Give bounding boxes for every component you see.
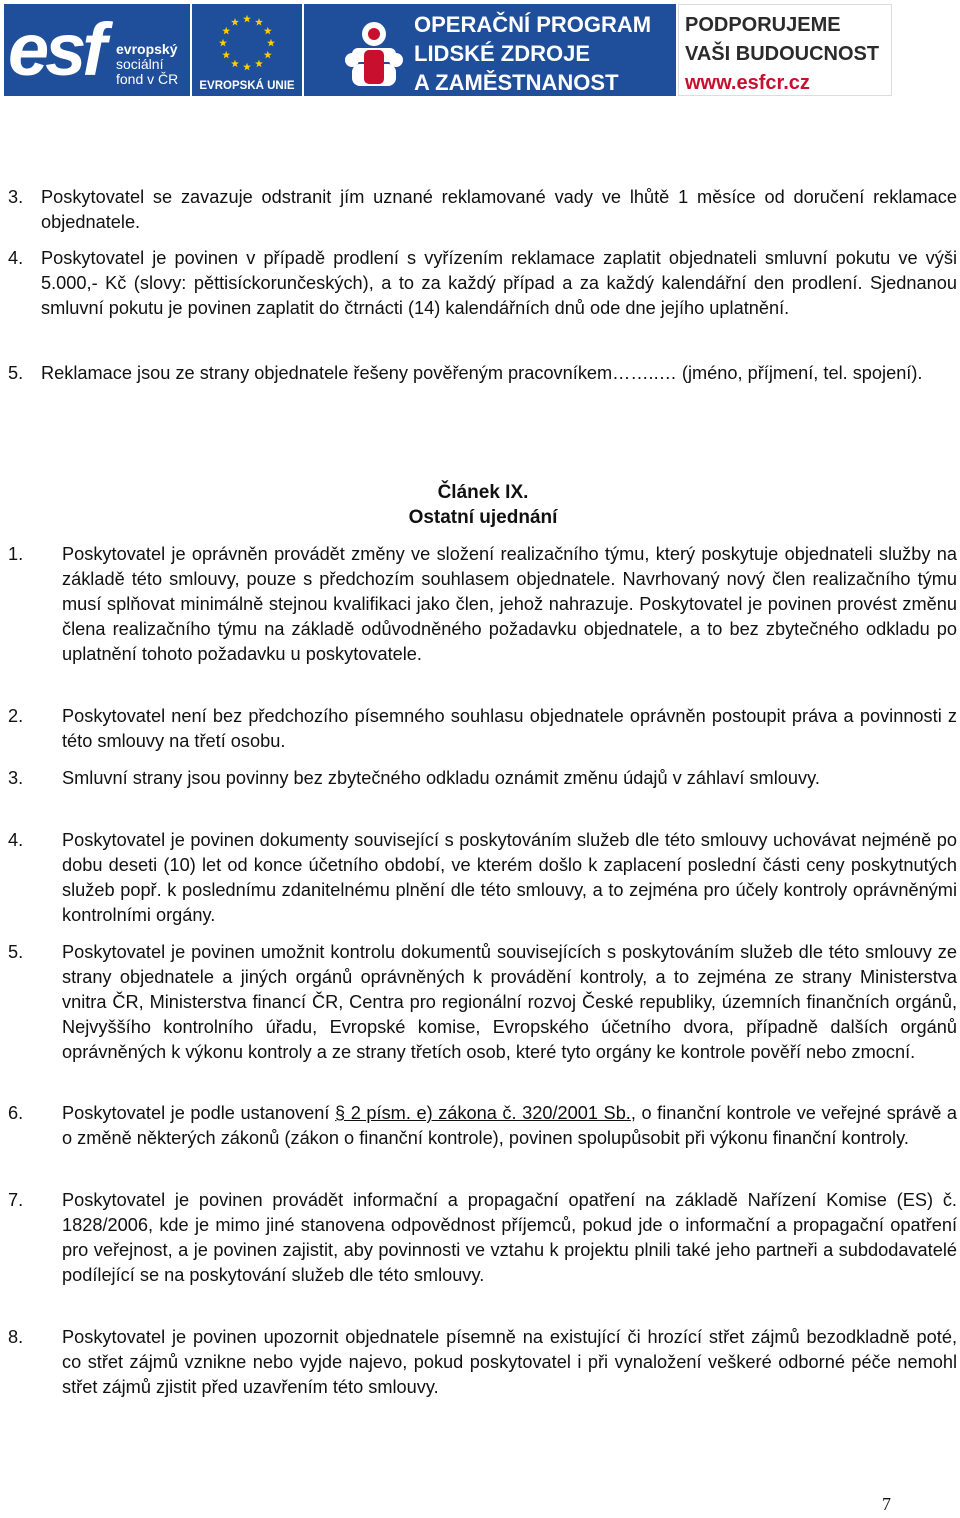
paragraph-text: , o finanční kontrole ve veřejné správě a o změně některých zákonů (zákon o finanční kontrole), povinen spolupůsobit při výkonu finanční kontroly. [62,1103,957,1148]
paragraph: Poskytovatel je povinen provádět informační a propagační opatření na základě Nařízení Komise (ES) č. 1828/2006, kde je mimo jiné stanovena odpovědnost příjemců, pokud jde o informační a propagační opatření pro veřejnost, a je povinen zajistit, aby povinnosti ve vztahu k projektu plnili také jeho partneři a subdodavatelé podílející se na poskytování služeb dle této smlouvy. [62,1190,957,1285]
support-url: www.esfcr.cz [685,72,810,94]
esf-logo [4,4,190,96]
item-number: 2. [8,706,24,726]
law-reference-link[interactable]: § 2 písm. e) zákona č. 320/2001 Sb. [335,1103,631,1123]
item-number: 5. [8,942,24,962]
article-subtitle: Ostatní ujednání [408,507,558,528]
paragraph: Smluvní strany jsou povinny bez zbytečného odkladu oznámit změnu údajů v záhlaví smlouvy. [62,768,820,788]
paragraph: Poskytovatel je povinen v případě prodlení s vyřízením reklamace zaplatit objednateli smluvní pokutu ve výši 5.000,- Kč (slovy: pěttisíckorunčeských), a to za každý případ a za každý kalendářní den prodlení. Sjednanou smluvní pokutu je povinen zaplatit do čtrnácti (14) kalendářních dnů ode dne jejího uplatnění. [41,248,957,318]
item-number: 7. [8,1190,24,1210]
oplz-people-icon [334,12,414,92]
item-number: 5. [8,363,24,383]
esf-sub-line3: fond v ČR [116,71,179,87]
item-number: 3. [8,187,24,207]
paragraph: Poskytovatel se zavazuje odstranit jím uznané reklamované vady ve lhůtě 1 měsíce od doručení reklamace objednatele. [41,187,957,232]
esf-sub-line2: sociální [116,56,164,72]
oplz-logo [304,4,676,96]
item-number: 6. [8,1103,24,1123]
paragraph: Poskytovatel je povinen dokumenty související s poskytováním služeb dle této smlouvy uchovávat nejméně po dobu deseti (10) let od konce účetního období, ve kterém došlo k zaplacení poslední části ceny poskytnutých služeb popř. k poslednímu zdanitelnému plnění dle této smlouvy, a to zejména pro účely kontroly oprávněnými kontrolními orgány. [62,830,957,925]
page-number: 7 [882,1494,891,1514]
esf-sub-line1: evropský [116,41,178,57]
esf-mark: esf [8,8,103,91]
paragraph: Poskytovatel je povinen upozornit objednatele písemně na existující či hrozící střet zájmů bezodkladně poté, co střet zájmů vznikne nebo vyjde najevo, pokud poskytovatel i při vynaložení veškeré odborné péče nemohl střet zájmů zjistit před uzavřením této smlouvy. [62,1327,957,1397]
op-line1: OPERAČNÍ PROGRAM [414,12,652,37]
eu-label: EVROPSKÁ UNIE [199,80,295,92]
op-line2: LIDSKÉ ZDROJE [414,41,591,66]
support-line1: PODPORUJEME [685,14,841,36]
header-logo-band [0,0,960,108]
op-line3: A ZAMĚSTNANOST [414,70,619,95]
item-number: 3. [8,768,24,788]
support-slogan [678,4,892,96]
eu-logo [192,4,302,96]
esf-subtitle [116,42,178,87]
oplz-title [414,10,651,97]
item-number: 4. [8,248,24,268]
item-number: 8. [8,1327,24,1347]
eu-flag-icon [195,8,299,78]
support-line2: VAŠI BUDOUCNOST [685,43,880,65]
article-title: Článek IX. [437,482,529,503]
paragraph: Poskytovatel není bez předchozího písemného souhlasu objednatele oprávněn postoupit práva a povinnosti z této smlouvy na třetí osobu. [62,706,957,751]
paragraph-text: Poskytovatel je podle ustanovení [62,1103,336,1123]
paragraph [62,1101,957,1151]
paragraph: Poskytovatel je oprávněn provádět změny ve složení realizačního týmu, který poskytuje objednateli služby na základě této smlouvy, pouze s předchozím souhlasem objednatele. Navrhovaný nový člen realizačního týmu musí splňovat minimálně stejnou kvalifikaci jako člen, jehož nahrazuje. Poskytovatel je povinen provést změnu člena realizačního týmu na základě odůvodněného požadavku objednatele, a to bez zbytečného odkladu po uplatnění tohoto požadavku u poskytovatele. [62,544,957,664]
paragraph: Reklamace jsou ze strany objednatele řešeny pověřeným pracovníkem……..… (jméno, příjmení, tel. spojení). [41,363,923,383]
paragraph: Poskytovatel je povinen umožnit kontrolu dokumentů souvisejících s poskytováním služeb dle této smlouvy ze strany objednatele a jiných orgánů oprávněných k provádění kontroly, a to zejména ze strany Ministerstva vnitra ČR, Ministerstva financí ČR, Centra pro regionální rozvoj České republiky, územních finančních orgánů, Nejvyššího kontrolního úřadu, Evropské komise, Evropského účetního dvora, případně dalších orgánů oprávněných k výkonu kontroly a ze strany třetích osob, které tyto orgány ke kontrole pověří nebo zmocní. [62,942,957,1062]
item-number: 4. [8,830,24,850]
item-number: 1. [8,544,24,564]
